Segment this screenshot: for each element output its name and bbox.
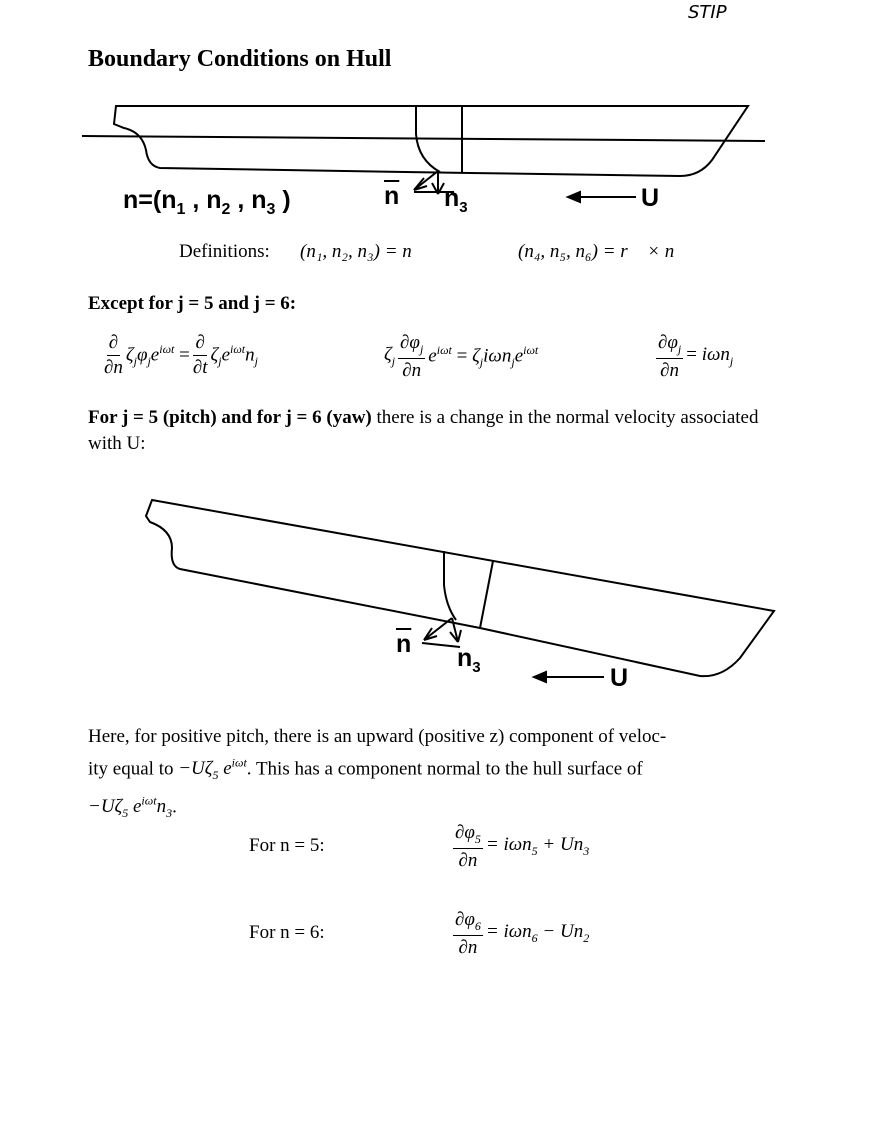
u-label-2: U (610, 664, 629, 692)
equation-1: $\frac{\partial}{\partial n}$ $\zeta_j\varphi_je^{i\omega t}$ = $\frac{\partial}{\partial t}$ $\zeta_je^{i\omega t}n_j$ (104, 332, 258, 378)
u-label: U (641, 184, 660, 212)
definitions-eq1: (n₁, n₂, n₃) = n⃗ (300, 241, 427, 262)
corner-note: STIP (688, 2, 727, 23)
pitch-paragraph: For j = 5 (pitch) and for j = 6 (yaw) there is a change in the normal velocity associated with U: (88, 407, 759, 454)
case-label-5: For n = 5: (249, 835, 325, 856)
equation-2: $\zeta_j$ $\frac{\partial\varphi_j}{\partial n}$ $e^{i\omega t} = \zeta_ji\omega n_je^{i\omega t}$ (384, 332, 539, 381)
except-heading: Except for j = 5 and j = 6: (88, 293, 297, 314)
definitions-label: Definitions: (179, 241, 270, 262)
here-paragraph: Here, for positive pitch, there is an upward (positive z) component of veloc- ity equal to $-U\zeta_5$ $e^{i\omega t}$. This has a component normal to the hull surface of $-U\zeta_5$ $e^{i\omega t}n_3$. (88, 726, 667, 821)
page-title: Boundary Conditions on Hull (88, 46, 392, 72)
case-label-6: For n = 6: (249, 922, 325, 943)
waterline (82, 136, 765, 141)
case-equation-5: $\frac{\partial\varphi_5}{\partial n}$ = $i\omega n_5 + Un_3$ (455, 822, 590, 871)
definitions-eq2: (n₄, n₅, n₆) = r⃗ × n⃗ (518, 241, 690, 262)
hull-outline-level (114, 106, 748, 176)
n-bar-label-2: $\overline{n}$ (396, 630, 412, 658)
n3-label-2: $n_3$ (457, 644, 481, 676)
equation-3: $\frac{\partial\varphi_j}{\partial n}$ = iωn$_j$ (658, 332, 734, 381)
normal-vector-label: $n=(n_1$ , $n_2$ , $n_3$ ) (123, 186, 291, 218)
n3-label: $n_3$ (444, 184, 468, 216)
case-equation-6: $\frac{\partial\varphi_6}{\partial n}$ = $i\omega n_6 - Un_2$ (455, 909, 590, 958)
n-bar-label: $\overline{n}$ (384, 182, 400, 210)
